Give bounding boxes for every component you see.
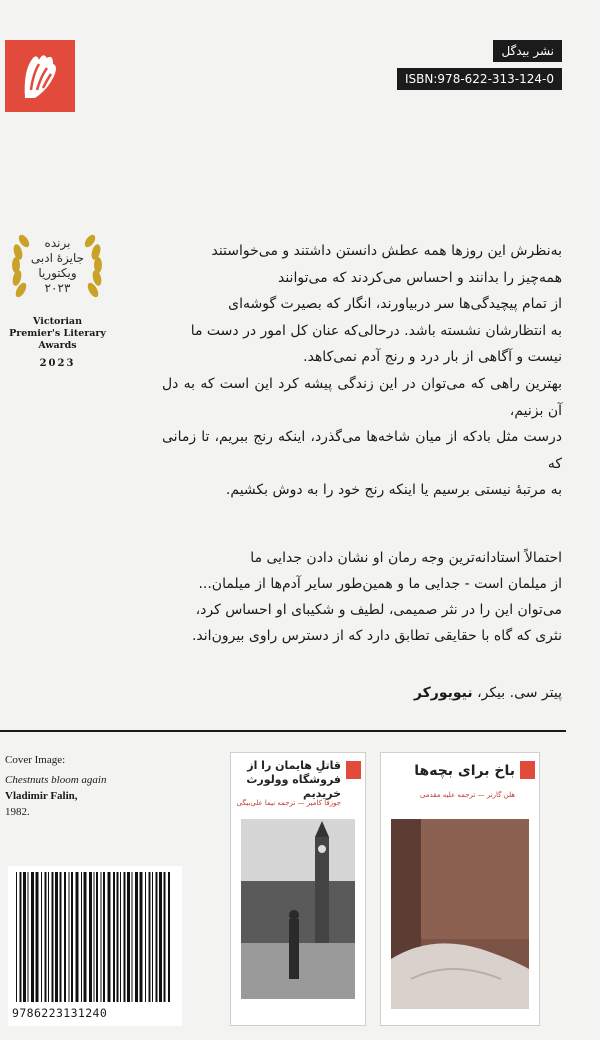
cover-image-artist: Vladimir Falin, (5, 790, 78, 802)
publisher-mark-icon (520, 761, 535, 779)
quote-attribution (414, 685, 562, 701)
award-badge (5, 232, 110, 369)
blurb-line: نیست و آگاهی از بار درد و رنج آدم نمی‌کاهد. (303, 349, 562, 366)
publisher-mark-icon (346, 761, 361, 779)
publisher-label: نشر بیدگل (493, 40, 562, 62)
blurb-paragraph (162, 238, 562, 504)
publisher-logo (5, 40, 75, 112)
blurb-line: بهترین راهی که می‌توان در این زندگی پیشه کرد این است که به دل آن بزنیم، (162, 375, 562, 419)
section-divider (0, 730, 566, 732)
award-year: 2023 (39, 358, 76, 369)
bidgol-logo-icon (17, 50, 63, 102)
blurb-line: همه‌چیز را بدانند و احساس می‌کردند که می‌توانند (277, 269, 562, 286)
cover-image-label: Cover Image: (5, 754, 66, 766)
award-english-line: Awards (38, 340, 77, 351)
blurb-line: از تمام پیچیدگی‌ها سر دربیاورند، انگار که بصیرت گوشه‌ای (228, 296, 562, 313)
quote-line: می‌توان این را در نثر صمیمی، لطیف و شکیبای او احساس کرد، (195, 602, 562, 618)
quote-source: نیویورکر (413, 685, 473, 701)
quote-author: پیتر سی. بیکر، (477, 685, 562, 701)
quote-line: نثری که گاه با حقایقی تطابق دارد که از دسترس راوی بیرون‌اند. (191, 628, 562, 644)
quote-line: از میلمان است - جدایی ما و همین‌طور سایر آدم‌ها از میلمان... (198, 576, 562, 592)
book-thumbnail-big-ben (230, 752, 366, 1026)
isbn-label: ISBN:978-622-313-124-0 (397, 68, 562, 90)
cover-image-credit (5, 752, 106, 820)
blurb-line: به‌نظرش این روزها همه عطش دانستن داشتند و می‌خواستند (211, 243, 562, 259)
award-persian-line: برنده (44, 236, 71, 250)
big-ben-photo-icon (241, 819, 355, 999)
award-persian-line: ۲۰۲۳ (44, 281, 71, 295)
award-persian-line: جایزهٔ ادبی (30, 251, 85, 265)
book-subtitle: جوزفا کامیر — ترجمه نیما علی‌بیگی (236, 799, 341, 807)
barcode-bars-icon (14, 872, 176, 1002)
cover-image-year: 1982. (5, 806, 30, 818)
bedroom-photo-icon (391, 819, 529, 1009)
award-persian-line: ویکتوریا (38, 266, 77, 280)
blurb-line: به انتظارشان نشسته باشد. درحالی‌که عنان کل امور در دست ما (190, 322, 562, 339)
award-english-line: Premier's Literary (9, 328, 106, 339)
quote-line: احتمالاً استادانه‌ترین وجه رمان او نشان دادن جدایی ما (250, 550, 562, 566)
award-english-line: Victorian (33, 316, 82, 327)
book-subtitle: هلن گارنر — ترجمه علیه مقدمی (420, 791, 515, 799)
blurb-line: به مرتبهٔ نیستی برسیم یا اینکه رنج خود را به دوش بکشیم. (225, 482, 562, 499)
blurb-line: درست مثل بادکه از میان شاخه‌ها می‌گذرد، اینکه رنج ببریم، تا زمانی که (162, 429, 562, 472)
book-thumbnail-bach (380, 752, 540, 1026)
book-title: قاتلِ هایمان را از فروشگاه وولورث خریدیم (246, 759, 341, 800)
book-title: باخ برای بچه‌ها (414, 763, 515, 779)
review-quote (162, 545, 562, 649)
isbn-barcode (8, 866, 182, 1026)
barcode-number: 9786223131240 (12, 1006, 108, 1020)
cover-image-title: Chestnuts bloom again (5, 774, 107, 786)
